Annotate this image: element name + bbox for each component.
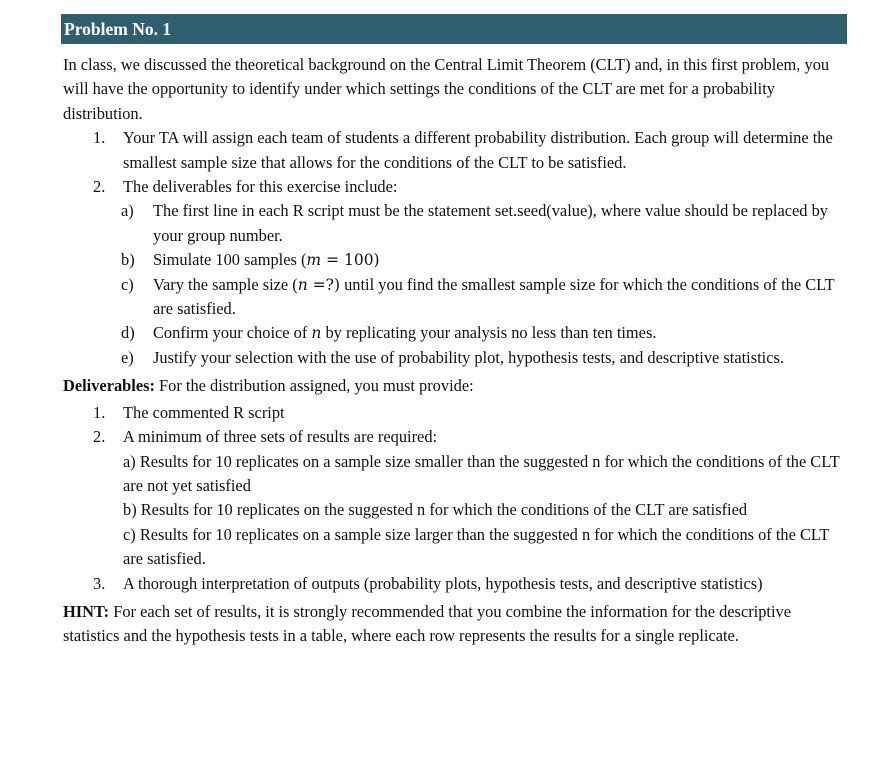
deliverable-marker: 2. [93, 427, 106, 447]
deliverable-marker: 3. [93, 573, 106, 593]
result-set-a: a) Results for 10 replicates on a sample size smaller than the suggested n for which the conditions of the CLT are not yet satisfied [123, 451, 840, 495]
subtask-text: Vary the sample size ( [153, 274, 298, 294]
subtask-marker: c) [121, 274, 134, 294]
subtask-text: Confirm your choice of [153, 323, 312, 343]
task-item-1 [63, 126, 843, 175]
task-item-2 [63, 175, 843, 199]
subtask-marker: b) [121, 250, 135, 270]
deliverable-item-2 [63, 425, 843, 449]
task-marker: 2. [93, 177, 106, 197]
subtask-text-tail: until you find the smallest sample size for which the conditions of the CLT are satisfied. [153, 274, 835, 319]
deliverable-item-1 [63, 401, 843, 425]
subtask-a [63, 199, 843, 248]
deliverable-text: A thorough interpretation of outputs (probability plots, hypothesis tests, and descriptive statistics) [123, 573, 763, 593]
problem-header [61, 14, 847, 44]
hint-paragraph [63, 600, 843, 649]
deliverable-text: A minimum of three sets of results are required: [123, 427, 438, 447]
math-expression: =?) [307, 275, 340, 294]
subtask-marker: a) [121, 201, 134, 221]
hint-text: For each set of results, it is strongly recommended that you combine the information for the descriptive statistics and the hypothesis tests in a table, where each row represents the results for a single replicate. [63, 601, 792, 646]
subtask-c [63, 273, 843, 322]
result-set-c: c) Results for 10 replicates on a sample size larger than the suggested n for which the conditions of the CLT are satisfied. [123, 524, 830, 569]
problem-title: Problem No. 1 [64, 19, 172, 39]
hint-label: HINT: [63, 601, 110, 621]
deliverable-item-3 [63, 572, 843, 596]
task-text: The deliverables for this exercise include: [123, 177, 398, 197]
result-set-b: b) Results for 10 replicates on the suggested n for which the conditions of the CLT are satisfied [123, 500, 748, 520]
problem-body [63, 53, 843, 649]
deliverable-text: The commented R script [123, 402, 285, 422]
deliverables-heading [63, 374, 843, 398]
math-variable-n: n [311, 324, 322, 343]
deliverables-text: For the distribution assigned, you must provide: [154, 376, 474, 396]
subtask-marker: d) [121, 323, 135, 343]
subtask-text: Simulate 100 samples ( [153, 250, 307, 270]
deliverables-label: Deliverables: [63, 376, 155, 396]
subtask-text: Justify your selection with the use of probability plot, hypothesis tests, and descriptive statistics. [153, 347, 784, 367]
math-variable-m: m [306, 251, 322, 270]
subtask-text: The first line in each R script must be the statement set.seed(value), where value should be replaced by your group number. [153, 201, 828, 245]
task-text: Your TA will assign each team of students a different probability distribution. Each group will determine the smallest sample size that allows for the conditions of the CLT to be satisfied. [123, 128, 833, 172]
subtask-e [63, 346, 843, 370]
intro-paragraph: In class, we discussed the theoretical background on the Central Limit Theorem (CLT) and, in this first problem, you will have the opportunity to identify under which settings the conditions of the CLT are met for a probability distribution. [63, 55, 830, 123]
deliverable-marker: 1. [93, 402, 106, 422]
subtask-marker: e) [121, 347, 134, 367]
task-marker: 1. [93, 128, 106, 148]
subtask-b [63, 248, 843, 272]
subtask-text-tail: by replicating your analysis no less than ten times. [321, 323, 657, 343]
math-expression: = 100) [321, 251, 380, 270]
subtask-d [63, 321, 843, 345]
math-variable-n: n [297, 275, 308, 294]
